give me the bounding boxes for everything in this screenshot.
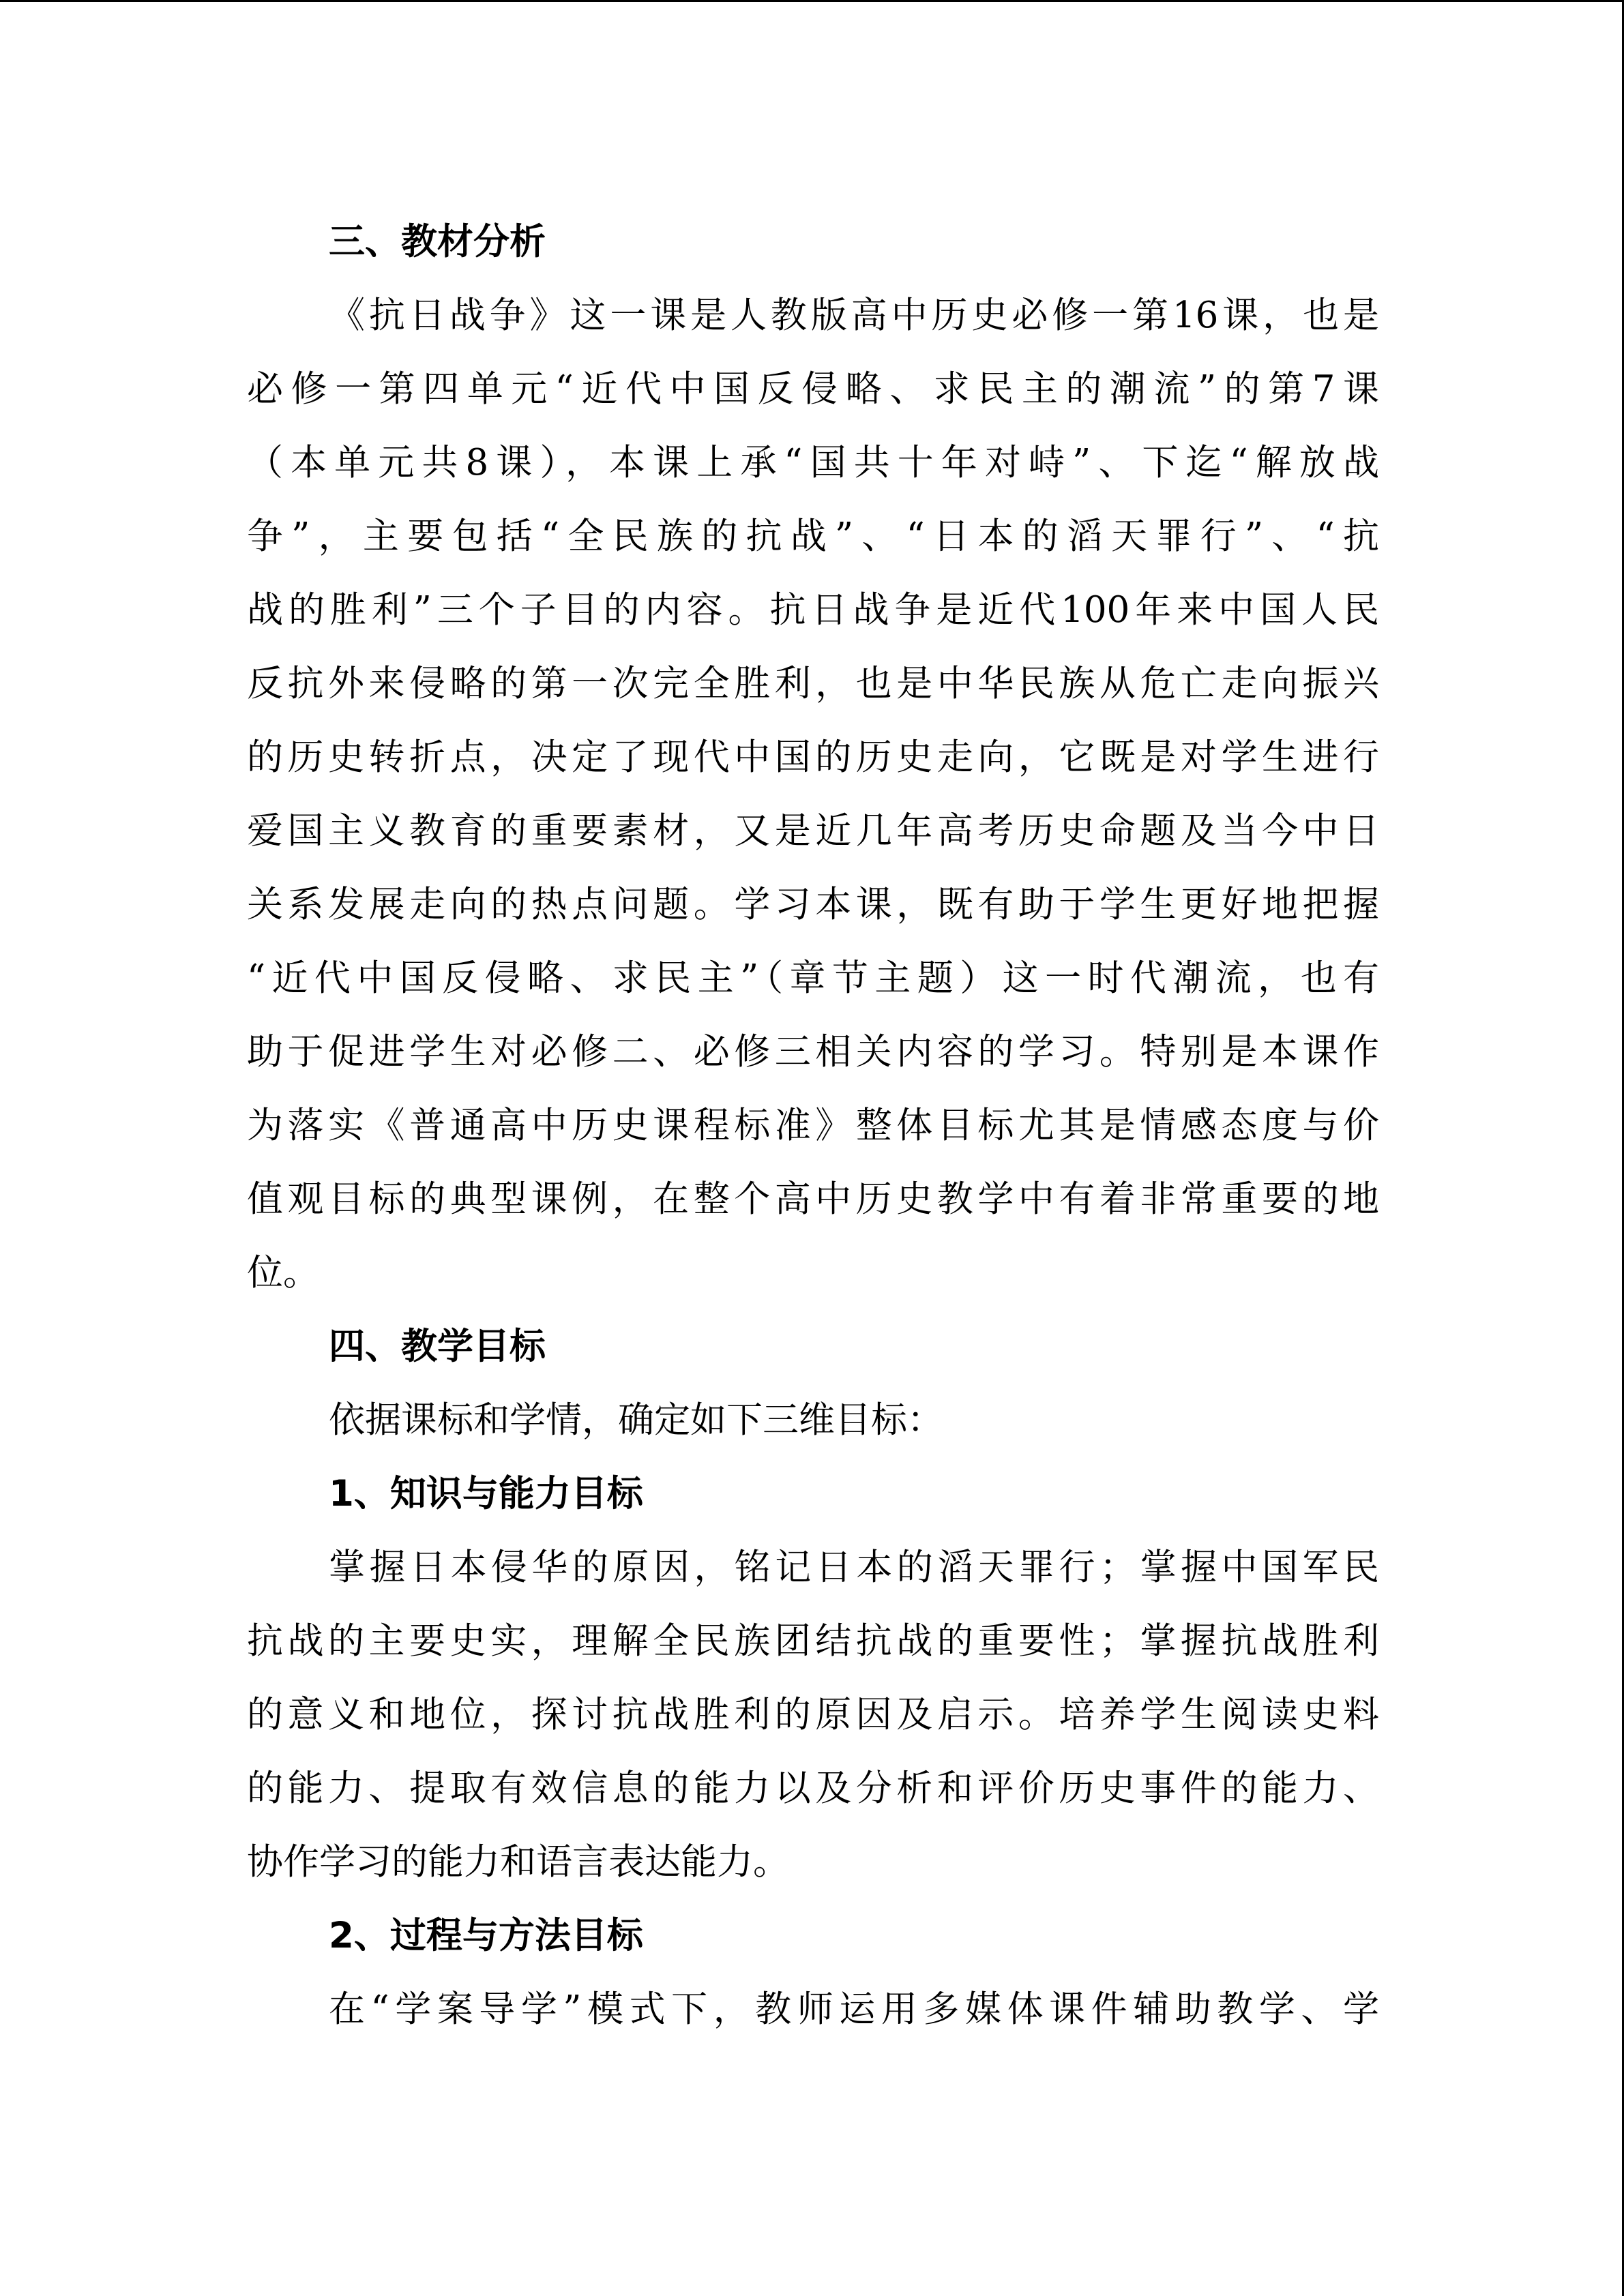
paragraph-line: 为落实《普通高中历史课程标准》整体目标尤其是情感态度与价 [247, 1105, 1379, 1146]
paragraph-line: “近代中国反侵略、求民主”（章节主题）这一时代潮流，也有 [247, 957, 1379, 999]
section-heading-textbook-analysis: 三、教材分析 [329, 221, 546, 263]
paragraph-line: 战的胜利”三个子目的内容。抗日战争是近代100年来中国人民 [247, 589, 1379, 631]
paragraph-line: 《抗日战争》这一课是人教版高中历史必修一第16课，也是 [329, 295, 1379, 336]
paragraph-knowledge-ability [247, 1531, 1379, 1899]
paragraph-line: （本单元共8课），本课上承“国共十年对峙”、下迄“解放战 [247, 442, 1379, 483]
paragraph-process-method [247, 1973, 1379, 2046]
paragraph-line: 的历史转折点，决定了现代中国的历史走向，它既是对学生进行 [247, 736, 1379, 778]
section-heading-teaching-goals: 四、教学目标 [329, 1326, 546, 1367]
paragraph-line: 的能力、提取有效信息的能力以及分析和评价历史事件的能力、 [247, 1768, 1379, 1809]
paragraph-line: 值观目标的典型课例，在整个高中历史教学中有着非常重要的地 [247, 1178, 1379, 1220]
paragraph-textbook-analysis [247, 279, 1379, 1310]
paragraph-line: 爱国主义教育的重要素材，又是近几年高考历史命题及当今中日 [247, 810, 1379, 852]
teaching-goals-intro: 依据课标和学情，确定如下三维目标： [329, 1399, 943, 1441]
paragraph-line: 在“学案导学”模式下，教师运用多媒体课件辅助教学、学 [329, 1988, 1379, 2030]
subheading-process-method: 2、过程与方法目标 [329, 1915, 643, 1956]
paragraph-line: 争”，主要包括“全民族的抗战”、“日本的滔天罪行”、“抗 [247, 516, 1379, 557]
paragraph-line: 协作学习的能力和语言表达能力。 [247, 1841, 789, 1883]
paragraph-line: 位。 [247, 1252, 319, 1294]
paragraph-line: 掌握日本侵华的原因，铭记日本的滔天罪行；掌握中国军民 [329, 1547, 1379, 1588]
paragraph-line: 关系发展走向的热点问题。学习本课，既有助于学生更好地把握 [247, 884, 1379, 925]
paragraph-line: 的意义和地位，探讨抗战胜利的原因及启示。培养学生阅读史料 [247, 1694, 1379, 1735]
paragraph-line: 抗战的主要史实，理解全民族团结抗战的重要性；掌握抗战胜利 [247, 1620, 1379, 1662]
paragraph-line: 反抗外来侵略的第一次完全胜利，也是中华民族从危亡走向振兴 [247, 663, 1379, 704]
paragraph-line: 必修一第四单元“近代中国反侵略、求民主的潮流”的第7课 [247, 368, 1379, 410]
document-body [247, 205, 1379, 2046]
paragraph-line: 助于促进学生对必修二、必修三相关内容的学习。特别是本课作 [247, 1031, 1379, 1073]
subheading-knowledge-ability: 1、知识与能力目标 [329, 1473, 643, 1515]
